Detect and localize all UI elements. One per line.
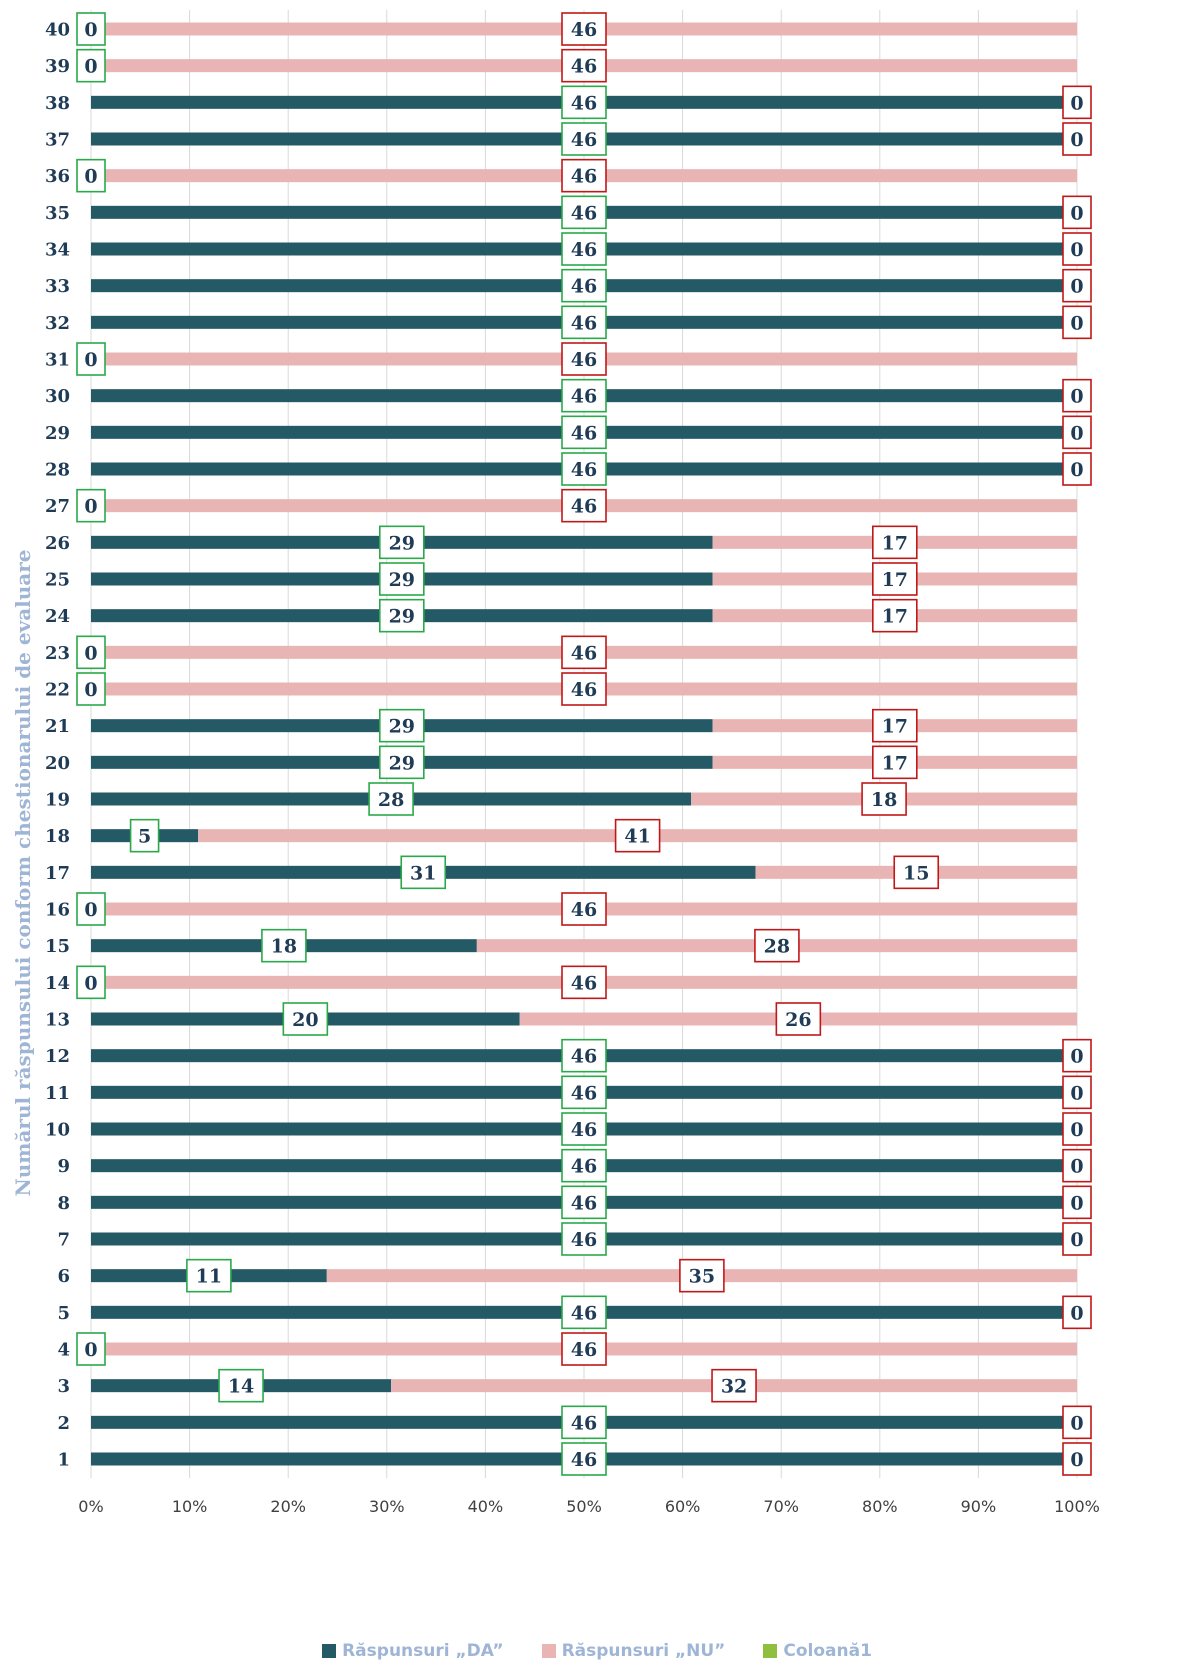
legend-item-da	[322, 1641, 503, 1661]
data-label-da: 46	[570, 1155, 598, 1178]
category-label: 21	[44, 716, 70, 738]
category-label: 28	[44, 459, 70, 481]
data-label-nu: 0	[1070, 92, 1084, 115]
data-label-nu: 17	[881, 715, 909, 738]
data-label-da: 0	[84, 55, 98, 78]
legend-swatch-coloana1	[763, 1644, 777, 1658]
data-label-da: 0	[84, 1339, 98, 1361]
category-label: 37	[44, 129, 70, 151]
data-label-nu: 15	[903, 862, 930, 885]
data-label-nu: 46	[570, 349, 598, 371]
data-label-da: 0	[84, 165, 98, 188]
x-tick-label: 20%	[270, 1497, 306, 1516]
category-label: 23	[44, 642, 70, 664]
data-label-da: 46	[570, 1082, 598, 1105]
category-label: 12	[44, 1046, 70, 1068]
data-label-nu: 17	[881, 752, 909, 775]
data-label-da: 0	[84, 972, 98, 995]
y-axis-title: Numărul răspunsului conform chestionarului de evaluare	[11, 549, 35, 1197]
category-label: 27	[44, 496, 70, 518]
category-label: 4	[57, 1339, 70, 1361]
category-label: 18	[44, 826, 70, 848]
data-label-nu: 17	[881, 605, 909, 628]
category-label: 40	[44, 19, 70, 41]
data-label-nu: 0	[1070, 1082, 1084, 1105]
category-label: 19	[44, 789, 70, 811]
data-label-da: 29	[388, 752, 416, 775]
data-label-nu: 46	[570, 495, 598, 518]
data-label-da: 11	[195, 1265, 223, 1288]
category-label: 22	[44, 679, 70, 701]
category-label: 17	[44, 862, 70, 884]
data-label-da: 29	[388, 715, 416, 738]
data-label-da: 0	[84, 349, 98, 371]
data-label-nu: 17	[881, 569, 909, 591]
category-label: 9	[57, 1156, 70, 1178]
data-label-nu: 0	[1070, 459, 1084, 481]
category-labels	[45, 20, 70, 1471]
data-label-nu: 0	[1070, 275, 1084, 298]
data-label-da: 46	[570, 239, 598, 261]
data-label-nu: 46	[570, 642, 598, 665]
category-label: 11	[44, 1082, 70, 1104]
category-label: 24	[44, 606, 70, 628]
category-label: 25	[44, 569, 70, 591]
x-tick-label: 30%	[369, 1497, 405, 1516]
data-label-da: 46	[570, 385, 598, 408]
data-label-nu: 0	[1070, 1229, 1084, 1251]
data-label-da: 0	[84, 19, 98, 41]
category-label: 20	[44, 752, 70, 774]
legend-label-nu: Răspunsuri „NU”	[561, 1641, 726, 1661]
data-label-da: 29	[388, 605, 416, 628]
data-label-nu: 28	[763, 935, 791, 958]
data-label-da: 46	[570, 92, 598, 115]
category-label: 8	[57, 1192, 70, 1214]
category-label: 36	[44, 166, 70, 188]
category-label: 16	[44, 899, 70, 921]
category-label: 15	[44, 936, 70, 958]
category-label: 34	[44, 239, 70, 261]
x-tick-label: 80%	[862, 1497, 898, 1516]
legend-swatch-nu	[542, 1644, 556, 1658]
category-label: 31	[44, 349, 70, 371]
x-tick-label: 40%	[467, 1497, 504, 1516]
category-label: 33	[44, 276, 70, 298]
x-tick-label: 0%	[78, 1497, 104, 1516]
data-label-da: 46	[570, 312, 598, 335]
data-label-da: 46	[570, 1302, 598, 1325]
category-label: 2	[57, 1412, 70, 1434]
data-label-da: 18	[270, 935, 298, 958]
data-label-nu: 46	[570, 899, 598, 921]
data-label-da: 0	[84, 899, 98, 921]
category-label: 5	[57, 1302, 70, 1324]
data-label-nu: 0	[1070, 202, 1084, 225]
category-label: 10	[44, 1119, 70, 1141]
category-label: 6	[57, 1266, 70, 1288]
data-label-da: 0	[84, 495, 98, 518]
gridlines	[91, 10, 1077, 1478]
x-tick-label: 50%	[566, 1497, 602, 1516]
data-label-da: 46	[570, 1412, 598, 1435]
data-label-da: 5	[137, 825, 152, 848]
category-label: 32	[44, 312, 70, 334]
category-label: 35	[44, 202, 70, 224]
data-label-da: 0	[84, 679, 98, 701]
data-label-da: 29	[388, 569, 416, 591]
category-label: 7	[57, 1229, 70, 1251]
data-label-da: 46	[570, 1449, 598, 1471]
data-label-da: 20	[292, 1009, 319, 1031]
data-label-da: 28	[377, 789, 405, 811]
data-label-nu: 0	[1070, 1412, 1084, 1435]
data-label-nu: 46	[570, 19, 598, 41]
data-label-nu: 0	[1070, 422, 1084, 445]
data-label-nu: 26	[785, 1009, 812, 1031]
category-label: 13	[44, 1009, 70, 1031]
legend	[0, 1641, 1194, 1661]
data-label-nu: 17	[881, 532, 909, 555]
x-tick-label: 70%	[763, 1497, 799, 1516]
data-label-nu: 46	[570, 972, 598, 995]
data-label-da: 29	[388, 532, 416, 555]
legend-label-coloana1: Coloană1	[783, 1641, 872, 1661]
data-label-da: 46	[570, 202, 598, 225]
data-label-da: 46	[570, 459, 598, 481]
data-label-nu: 0	[1070, 129, 1084, 151]
data-label-nu: 46	[570, 1339, 598, 1361]
x-tick-label: 10%	[171, 1497, 208, 1516]
data-label-nu: 0	[1070, 312, 1084, 335]
data-label-nu: 46	[570, 679, 598, 701]
data-label-da: 46	[570, 422, 598, 445]
data-label-da: 14	[227, 1375, 255, 1398]
data-label-da: 31	[410, 862, 437, 885]
legend-swatch-da	[322, 1644, 336, 1658]
data-label-da: 46	[570, 275, 598, 298]
category-label: 39	[44, 56, 70, 78]
data-label-nu: 0	[1070, 1449, 1084, 1471]
data-label-nu: 0	[1070, 1119, 1084, 1141]
data-label-da: 0	[84, 642, 98, 665]
data-label-da: 46	[570, 1192, 598, 1215]
data-label-nu: 0	[1070, 1155, 1084, 1178]
data-label-nu: 0	[1070, 1045, 1084, 1068]
data-label-da: 46	[570, 1229, 598, 1251]
legend-item-coloana1	[763, 1641, 872, 1661]
category-label: 30	[44, 386, 70, 408]
data-label-nu: 0	[1070, 1192, 1084, 1215]
data-label-nu: 46	[570, 165, 598, 188]
x-tick-label: 90%	[960, 1497, 997, 1516]
x-tick-label: 60%	[664, 1497, 701, 1516]
data-label-nu: 41	[624, 825, 651, 848]
category-label: 14	[44, 972, 70, 994]
legend-item-nu	[542, 1641, 726, 1661]
category-label: 29	[44, 422, 70, 444]
data-label-da: 46	[570, 1119, 598, 1141]
data-label-da: 46	[570, 1045, 598, 1068]
x-axis-ticks	[78, 1497, 1100, 1516]
data-label-nu: 0	[1070, 239, 1084, 261]
data-label-nu: 0	[1070, 385, 1084, 408]
category-label: 38	[44, 92, 70, 114]
data-label-nu: 35	[688, 1265, 716, 1288]
data-label-nu: 0	[1070, 1302, 1084, 1325]
data-label-nu: 32	[720, 1375, 748, 1398]
x-tick-label: 100%	[1054, 1497, 1100, 1516]
data-label-nu: 18	[870, 789, 898, 811]
category-label: 3	[57, 1376, 70, 1398]
category-label: 1	[57, 1449, 70, 1471]
data-label-da: 46	[570, 129, 598, 151]
legend-label-da: Răspunsuri „DA”	[342, 1641, 504, 1661]
category-label: 26	[44, 532, 70, 554]
data-label-nu: 46	[570, 55, 598, 78]
